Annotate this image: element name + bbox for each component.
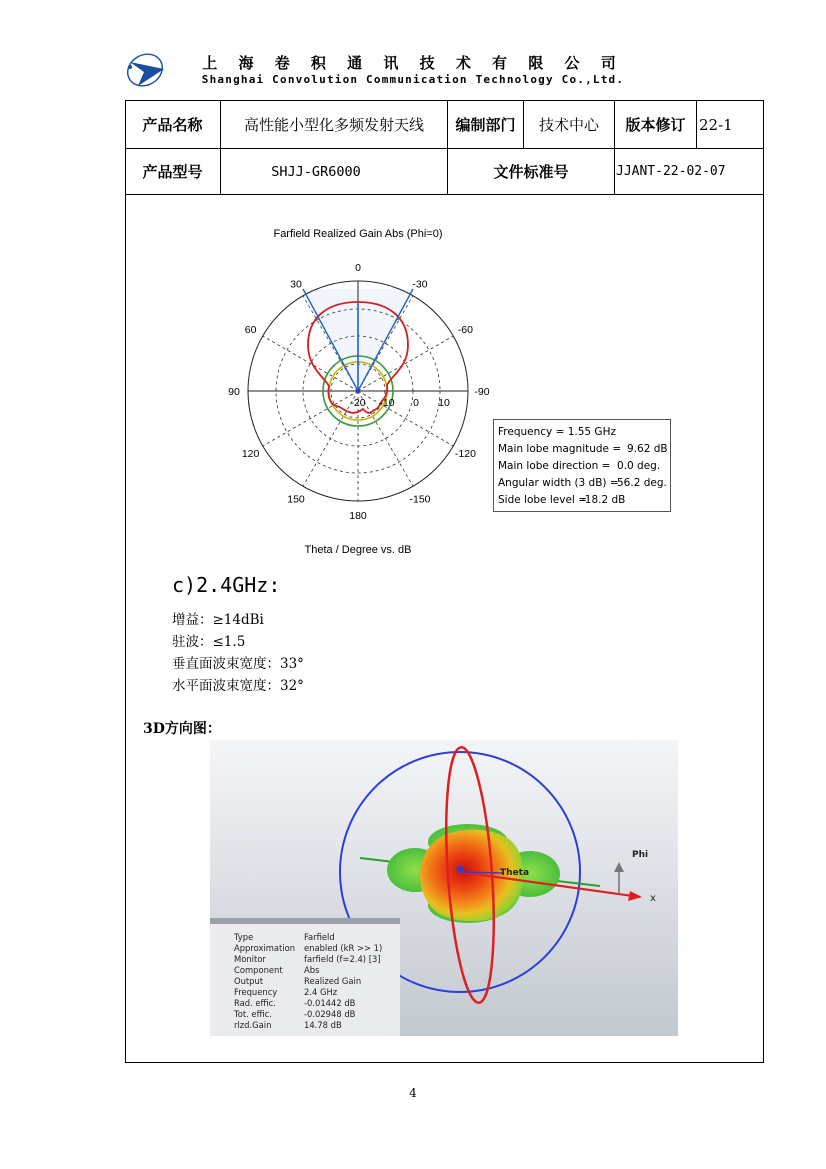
radial-label: 0 — [413, 397, 419, 409]
radial-label: -10 — [379, 397, 395, 409]
label-department: 编制部门 — [455, 116, 516, 134]
axis-x-label: x — [650, 893, 656, 904]
polar-angle-label: 180 — [349, 510, 367, 522]
pattern-3d-title: 3D方向图： — [143, 721, 221, 737]
polar-legend — [493, 419, 671, 512]
info-row: Rad. effic. -0.01442 dB — [234, 998, 356, 1008]
label-file-standard: 文件标准号 — [493, 163, 569, 181]
legend-main-lobe-direction: Main lobe direction = 0.0 deg. — [498, 460, 661, 472]
spec-vswr: 驻波：≤1.5 — [172, 634, 246, 650]
info-row: rlzd.Gain 14.78 dB — [234, 1020, 342, 1030]
polar-angle-label: 150 — [287, 493, 305, 506]
polar-title: Farfield Realized Gain Abs (Phi=0) — [273, 228, 443, 240]
page-number: 4 — [409, 1086, 417, 1100]
value-file-standard: JJANT-22-02-07 — [616, 164, 726, 179]
polar-farfield-plot — [212, 215, 502, 560]
polar-xlabel: Theta / Degree vs. dB — [304, 544, 412, 556]
info-row: Approximation enabled (kR >> 1) — [234, 943, 383, 953]
polar-angle-label: -30 — [412, 278, 428, 291]
polar-center — [356, 389, 360, 393]
value-revision: 22-1 — [699, 115, 733, 134]
info-row: Output Realized Gain — [234, 976, 362, 986]
radial-label: -20 — [350, 397, 366, 409]
radial-label: 10 — [438, 397, 450, 409]
polar-angle-label: -90 — [474, 386, 490, 398]
company-name-cn: 上 海 卷 积 通 讯 技 术 有 限 公 司 — [202, 54, 624, 72]
legend-side-lobe-level: Side lobe level = -18.2 dB — [498, 494, 626, 506]
polar-angle-label: 60 — [244, 324, 257, 336]
company-name-en: Shanghai Convolution Communication Technology Co.,Ltd. — [201, 73, 625, 86]
farfield-info-panel — [210, 918, 400, 1036]
polar-angle-label: 0 — [355, 262, 361, 274]
label-product-model: 产品型号 — [142, 163, 203, 181]
value-department: 技术中心 — [538, 116, 599, 134]
theta-arrow — [462, 872, 502, 873]
value-product-name: 高性能小型化多频发射天线 — [243, 116, 424, 134]
info-row: Tot. effic. -0.02948 dB — [234, 1009, 356, 1019]
label-revision: 版本修订 — [625, 116, 686, 134]
legend-angular-width: Angular width (3 dB) = 56.2 deg. — [498, 477, 667, 489]
origin — [457, 866, 464, 873]
phi-arrowhead — [614, 862, 624, 872]
label-product-name: 产品名称 — [142, 116, 203, 134]
axis-x-arrowhead — [628, 891, 642, 901]
polar-angle-label: -150 — [409, 493, 431, 506]
info-row: Component Abs — [234, 965, 320, 975]
polar-angle-label: 30 — [290, 278, 302, 291]
legend-frequency: Frequency = 1.55 GHz — [498, 426, 616, 438]
polar-angle-label: -120 — [454, 448, 476, 460]
phi-label: Phi — [632, 850, 649, 860]
pattern-3d-view — [210, 740, 678, 1036]
spec-gain: 增益：≥14dBi — [172, 612, 264, 628]
value-product-model: SHJJ-GR6000 — [271, 163, 361, 180]
info-row: Frequency 2.4 GHz — [234, 987, 338, 997]
polar-angle-label: 90 — [228, 386, 240, 398]
beam-cone — [303, 289, 413, 391]
theta-label: Theta — [500, 868, 530, 878]
polar-spoke — [263, 391, 358, 446]
section-heading: c)2.4GHz: — [172, 573, 281, 597]
polar-angle-label: 120 — [241, 448, 260, 460]
info-row: Monitor farfield (f=2.4) [3] — [234, 954, 381, 964]
spec-vertical-beamwidth: 垂直面波束宽度：33° — [172, 656, 304, 672]
spec-horizontal-beamwidth: 水平面波束宽度：32° — [172, 678, 304, 694]
legend-main-lobe-magnitude: Main lobe magnitude = 9.62 dB — [498, 443, 668, 455]
polar-angle-label: -60 — [457, 324, 473, 336]
info-row: Type Farfield — [234, 932, 335, 942]
